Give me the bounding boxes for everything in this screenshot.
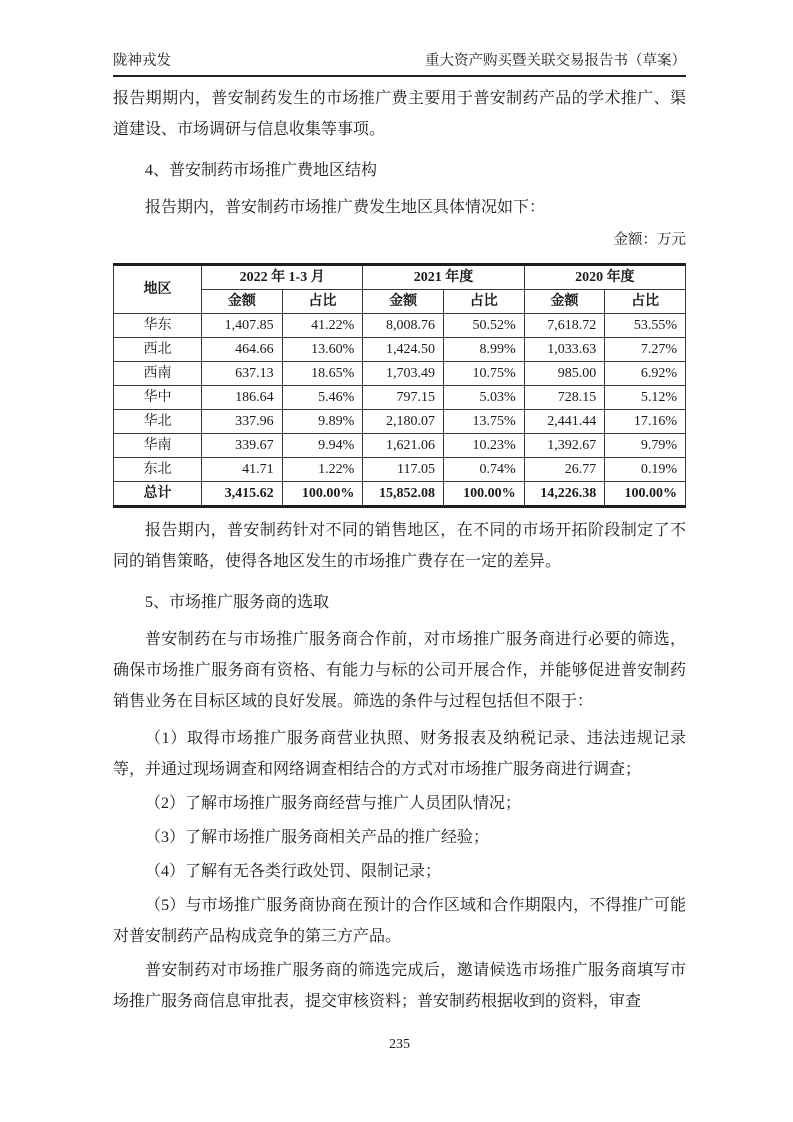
amount-2020: 1,033.63 bbox=[524, 338, 605, 362]
amount-2022: 41.71 bbox=[202, 458, 283, 482]
region-name: 华中 bbox=[114, 386, 202, 410]
list-item-5: （5）与市场推广服务商协商在预计的合作区域和合作期限内，不得推广可能对普安制药产品构成竞争的第三方产品。 bbox=[113, 897, 686, 945]
table-header-ratio-2020: 占比 bbox=[605, 290, 686, 314]
page-header bbox=[113, 0, 686, 77]
ratio-2022: 1.22% bbox=[282, 458, 363, 482]
ratio-2022: 9.89% bbox=[282, 410, 363, 434]
ratio-2021: 5.03% bbox=[443, 386, 524, 410]
ratio-2020: 17.16% bbox=[605, 410, 686, 434]
amount-2022: 186.64 bbox=[202, 386, 283, 410]
footer-page-number: 235 bbox=[389, 1037, 410, 1052]
table-row bbox=[114, 458, 686, 482]
table-header-period-2021: 2021 年度 bbox=[363, 265, 524, 290]
ratio-2021: 10.75% bbox=[443, 362, 524, 386]
amount-2020: 2,441.44 bbox=[524, 410, 605, 434]
amount-2022: 464.66 bbox=[202, 338, 283, 362]
amount-2021: 8,008.76 bbox=[363, 314, 444, 338]
table-row bbox=[114, 338, 686, 362]
paragraph-promo-fee-usage: 报告期期内，普安制药发生的市场推广费主要用于普安制药产品的学术推广、渠道建设、市场调研与信息收集等事项。 bbox=[113, 90, 686, 138]
amount-2021: 1,424.50 bbox=[363, 338, 444, 362]
total-label: 总计 bbox=[114, 482, 202, 507]
total-amount-2022: 3,415.62 bbox=[202, 482, 283, 507]
ratio-2021: 13.75% bbox=[443, 410, 524, 434]
amount-2022: 337.96 bbox=[202, 410, 283, 434]
list-item-3: （3）了解市场推广服务商相关产品的推广经验； bbox=[145, 829, 490, 846]
list-item-1: （1）取得市场推广服务商营业执照、财务报表及纳税记录、违法违规记录等，并通过现场调查和网络调查相结合的方式对市场推广服务商进行调查； bbox=[113, 730, 686, 778]
total-ratio-2021: 100.00% bbox=[443, 482, 524, 507]
amount-2021: 797.15 bbox=[363, 386, 444, 410]
table-header-region: 地区 bbox=[114, 265, 202, 314]
amount-2022: 1,407.85 bbox=[202, 314, 283, 338]
table-row bbox=[114, 314, 686, 338]
table-row bbox=[114, 434, 686, 458]
amount-2020: 985.00 bbox=[524, 362, 605, 386]
amount-2020: 7,618.72 bbox=[524, 314, 605, 338]
table-header-amount-2020: 金额 bbox=[524, 290, 605, 314]
ratio-2021: 8.99% bbox=[443, 338, 524, 362]
ratio-2020: 0.19% bbox=[605, 458, 686, 482]
amount-2021: 1,703.49 bbox=[363, 362, 444, 386]
table-unit-note: 金额：万元 bbox=[613, 232, 686, 248]
ratio-2022: 5.46% bbox=[282, 386, 363, 410]
paragraph-region-difference: 报告期内，普安制药针对不同的销售地区，在不同的市场开拓阶段制定了不同的销售策略，使得各地区发生的市场推广费存在一定的差异。 bbox=[113, 522, 686, 570]
ratio-2020: 9.79% bbox=[605, 434, 686, 458]
paragraph-screening-intro: 普安制药在与市场推广服务商合作前，对市场推广服务商进行必要的筛选，确保市场推广服务商有资格、有能力与标的公司开展合作，并能够促进普安制药销售业务在目标区域的良好发展。筛选的条件与过程包括但不限于： bbox=[113, 631, 686, 710]
table-header-amount-2022: 金额 bbox=[202, 290, 283, 314]
region-name: 华南 bbox=[114, 434, 202, 458]
ratio-2020: 53.55% bbox=[605, 314, 686, 338]
region-name: 西南 bbox=[114, 362, 202, 386]
page-content bbox=[113, 83, 686, 1023]
total-amount-2021: 15,852.08 bbox=[363, 482, 444, 507]
header-company-name: 陇神戎发 bbox=[113, 53, 171, 69]
list-item-4: （4）了解有无各类行政处罚、限制记录； bbox=[145, 863, 442, 880]
ratio-2022: 9.94% bbox=[282, 434, 363, 458]
table-header-ratio-2022: 占比 bbox=[282, 290, 363, 314]
amount-2020: 26.77 bbox=[524, 458, 605, 482]
ratio-2021: 10.23% bbox=[443, 434, 524, 458]
ratio-2022: 18.65% bbox=[282, 362, 363, 386]
list-item-2: （2）了解市场推广服务商经营与推广人员团队情况； bbox=[145, 795, 522, 812]
ratio-2021: 0.74% bbox=[443, 458, 524, 482]
page-header-rule bbox=[113, 52, 686, 77]
table-header-period-2020: 2020 年度 bbox=[524, 265, 685, 290]
table-total-row bbox=[114, 482, 686, 507]
paragraph-region-intro: 报告期内，普安制药市场推广费发生地区具体情况如下： bbox=[145, 199, 546, 216]
amount-2021: 117.05 bbox=[363, 458, 444, 482]
ratio-2022: 41.22% bbox=[282, 314, 363, 338]
ratio-2022: 13.60% bbox=[282, 338, 363, 362]
amount-2020: 1,392.67 bbox=[524, 434, 605, 458]
region-name: 华北 bbox=[114, 410, 202, 434]
table-row bbox=[114, 386, 686, 410]
total-amount-2020: 14,226.38 bbox=[524, 482, 605, 507]
table-header-amount-2021: 金额 bbox=[363, 290, 444, 314]
amount-2022: 637.13 bbox=[202, 362, 283, 386]
ratio-2020: 7.27% bbox=[605, 338, 686, 362]
promo-fee-region-table bbox=[113, 263, 686, 508]
total-ratio-2020: 100.00% bbox=[605, 482, 686, 507]
paragraph-approval-process: 普安制药对市场推广服务商的筛选完成后，邀请候选市场推广服务商填写市场推广服务商信息审批表，提交审核资料；普安制药根据收到的资料，审查 bbox=[113, 962, 686, 1010]
region-name: 东北 bbox=[114, 458, 202, 482]
amount-2020: 728.15 bbox=[524, 386, 605, 410]
section-heading-4: 4、普安制药市场推广费地区结构 bbox=[145, 162, 378, 179]
table-row bbox=[114, 410, 686, 434]
amount-2021: 1,621.06 bbox=[363, 434, 444, 458]
region-name: 西北 bbox=[114, 338, 202, 362]
section-heading-5: 5、市场推广服务商的选取 bbox=[145, 594, 330, 611]
table-header-ratio-2021: 占比 bbox=[443, 290, 524, 314]
table-row bbox=[114, 362, 686, 386]
region-name: 华东 bbox=[114, 314, 202, 338]
amount-2022: 339.67 bbox=[202, 434, 283, 458]
amount-2021: 2,180.07 bbox=[363, 410, 444, 434]
ratio-2021: 50.52% bbox=[443, 314, 524, 338]
total-ratio-2022: 100.00% bbox=[282, 482, 363, 507]
ratio-2020: 6.92% bbox=[605, 362, 686, 386]
ratio-2020: 5.12% bbox=[605, 386, 686, 410]
header-report-title: 重大资产购买暨关联交易报告书（草案） bbox=[425, 53, 686, 69]
table-header-period-2022: 2022 年 1-3 月 bbox=[202, 265, 363, 290]
table-header-row-periods bbox=[114, 265, 686, 290]
